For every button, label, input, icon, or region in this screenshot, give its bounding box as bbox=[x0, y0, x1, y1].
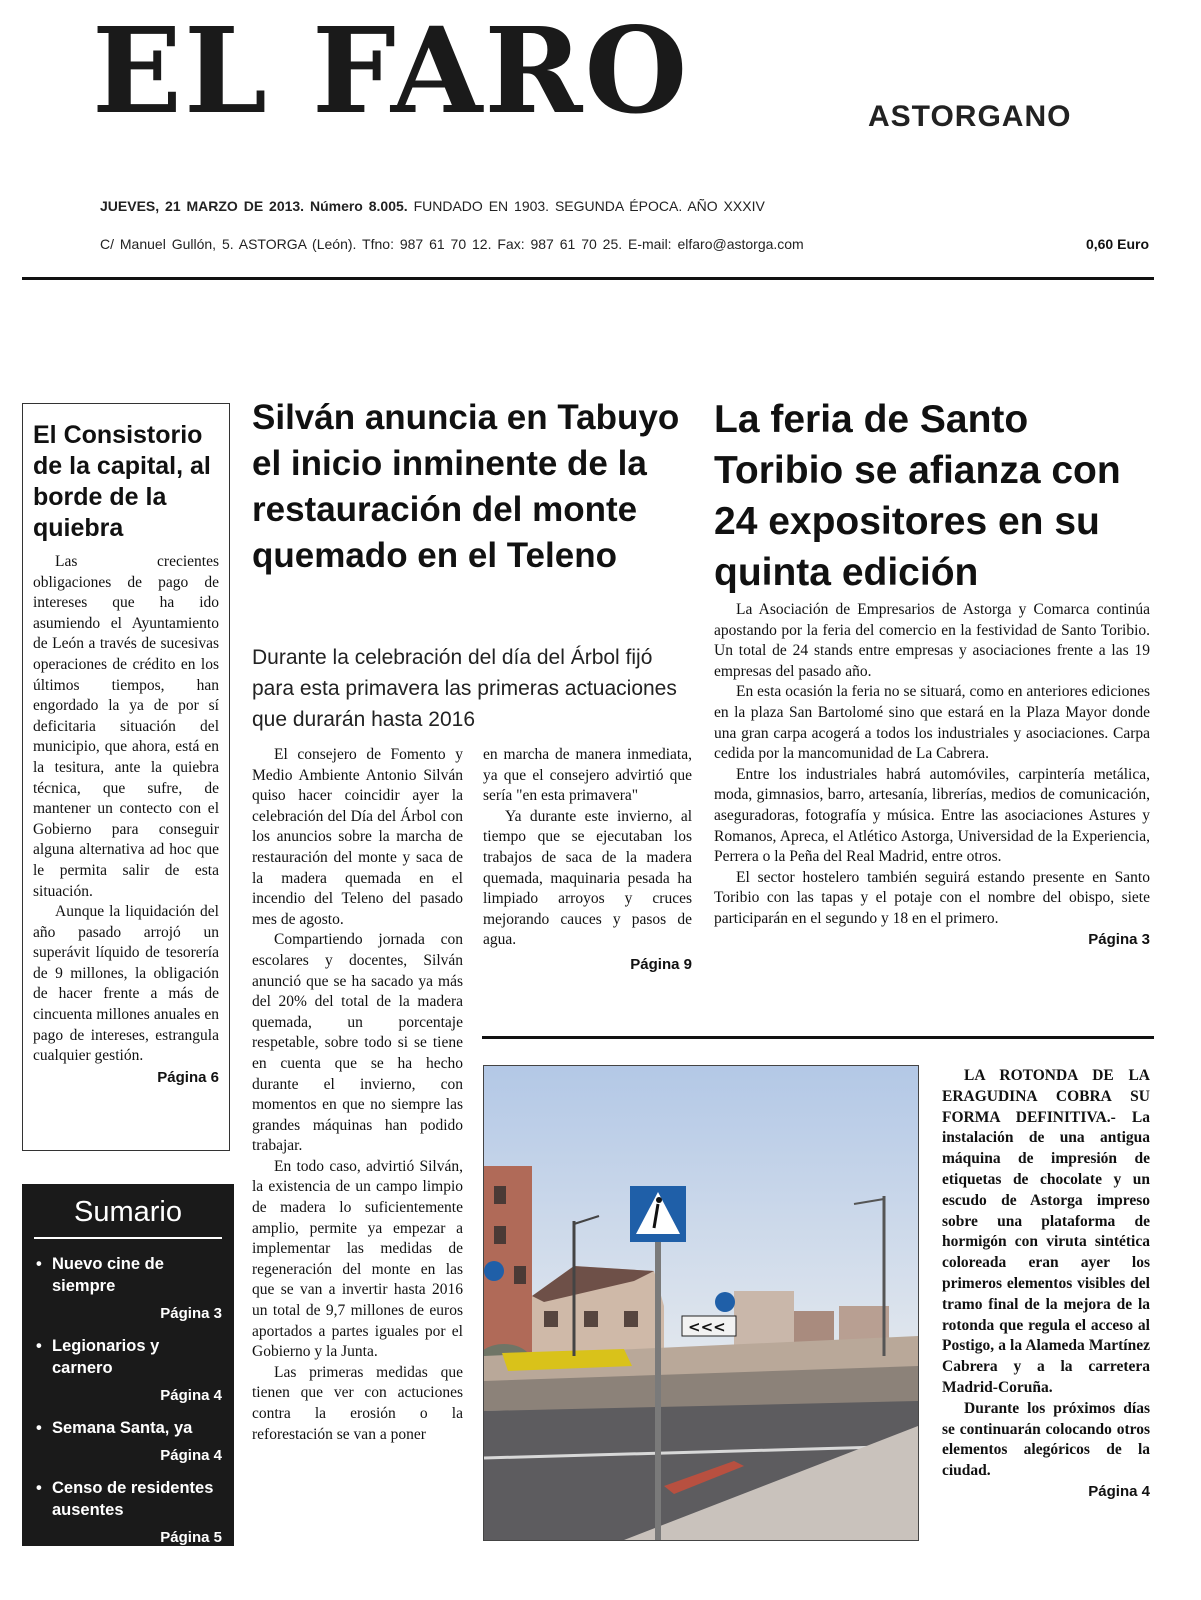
sumario-item-page: Página 4 bbox=[160, 1387, 222, 1404]
feria-paragraph: Entre los industriales habrá automóviles, carpintería metálica, moda, gimnasios, barro, artesanía, librerías, medios de comunicación, aseguradoras, fotografía y música. Entre las asociaciones Astures y Romanos, Apreca, el Atlético Astorga, Universidad de la Experiencia, Perrera o la Peña del Real Madrid, entre otros. bbox=[714, 765, 1150, 866]
consistorio-headline: El Consistorio de la capital, al borde de la quiebra bbox=[33, 421, 211, 542]
consistorio-article bbox=[22, 403, 230, 1151]
main-paragraph: en marcha de manera inmediata, ya que el consejero advirtió que sería "en esta primavera" bbox=[483, 746, 692, 805]
newspaper-title: EL FARO bbox=[92, 1, 690, 140]
svg-text:<<<: <<< bbox=[688, 1318, 726, 1336]
photo-caption-paragraph: Durante los próximos días se continuarán colocando otros elementos alegóricos de la ciudad. bbox=[942, 1399, 1150, 1480]
sumario-list bbox=[34, 1253, 222, 1549]
photo-caption-lead: LA ROTONDA DE LA ERAGUDINA COBRA SU FORMA DEFINITIVA.- bbox=[942, 1067, 1150, 1126]
sumario-item-label: • Legionarios y carnero bbox=[34, 1335, 222, 1379]
feria-paragraph: La Asociación de Empresarios de Astorga y Comarca continúa apostando por la feria del comercio en la festividad de Santo Toribio. Un total de 24 stands entre empresas y asociaciones frente a las 19 empresas del pasado año. bbox=[714, 601, 1150, 680]
section-rule bbox=[482, 1036, 1154, 1039]
main-paragraph: Las primeras medidas que tienen que ver con actuciones contra la erosión o la reforestación se van a poner bbox=[252, 1363, 463, 1443]
sumario-item-page: Página 3 bbox=[160, 1305, 222, 1322]
sumario-item[interactable] bbox=[34, 1335, 222, 1407]
main-article-col2 bbox=[483, 745, 692, 976]
main-page-ref: Página 9 bbox=[630, 955, 692, 973]
feria-paragraph: El sector hostelero también seguirá estando presente en Santo Toribio con las tapas y el potaje con el nombre del obispo, siete participarán en el segundo y 18 en el primero. bbox=[714, 868, 1150, 927]
sumario-title: Sumario bbox=[34, 1196, 222, 1239]
photo-caption-text: La instalación de una antigua máquina de impresión de etiquetas de chocolate y un escudo de Astorga impreso sobre una plataforma de hormigón con viruta sintética coloreada eran ayer los primeros elementos visibles del tramo final de la mejora de la rotonda que regula el acceso al Postigo, a la Alameda Martínez Cabrera y a la carretera Madrid-Coruña. bbox=[942, 1108, 1150, 1396]
main-headline: Silván anuncia en Tabuyo el inicio inminente de la restauración del monte quemado en el Teleno bbox=[252, 398, 680, 575]
masthead-rule bbox=[22, 277, 1154, 280]
main-paragraph: En todo caso, advirtió Silván, la existencia de un campo limpio de madera lo suficientemente amplio, permite ya empezar a implementar las medidas de regeneración del monte en las que se van a invertir hasta 2016 un total de 9,7 millones de euros aportados a partes iguales por el Gobierno y la Junta. bbox=[252, 1157, 463, 1361]
main-paragraph: El consejero de Fomento y Medio Ambiente Antonio Silván quiso hacer coincidir ayer la celebración del Día del Árbol con los anuncios sobre la marcha de restauración del monte y saca de la madera quemada en el incendio del Teleno del pasado mes de agosto. bbox=[252, 746, 463, 928]
contact-address: C/ Manuel Gullón, 5. ASTORGA (León). Tfno: 987 61 70 12. Fax: 987 61 70 25. E-mail: elfaro@astorga.com bbox=[100, 236, 804, 252]
feria-headline: La feria de Santo Toribio se afianza con 24 expositores en su quinta edición bbox=[714, 398, 1121, 594]
newspaper-subtitle: ASTORGANO bbox=[868, 100, 1072, 133]
consistorio-body bbox=[33, 552, 219, 1067]
consistorio-page-ref: Página 6 bbox=[157, 1068, 219, 1086]
sumario-item-page: Página 4 bbox=[160, 1447, 222, 1464]
sumario-box bbox=[22, 1184, 234, 1546]
main-paragraph: Ya durante este invierno, al tiempo que se ejecutaban los trabajos de saca de la madera quemada, maquinaria pesada ha limpiado arroyos y cruces mejorando cauces y pasos de agua. bbox=[483, 807, 692, 949]
photo-caption bbox=[942, 1066, 1150, 1503]
feria-body bbox=[714, 600, 1150, 950]
dateline bbox=[100, 198, 765, 214]
dateline-founded: FUNDADO EN 1903. SEGUNDA ÉPOCA. AÑO XXXIV bbox=[413, 198, 765, 214]
sumario-item-page: Página 5 bbox=[160, 1529, 222, 1546]
roundabout-photo bbox=[483, 1065, 919, 1541]
consistorio-paragraph: Aunque la liquidación del año pasado arrojó un superávit líquido de tesorería de 9 millones, la obligación de hacer frente a más de cincuenta millones anuales en pago de intereses, estrangula cualquier gestión. bbox=[33, 903, 219, 1065]
photo-caption-paragraph bbox=[942, 1066, 1150, 1399]
price: 0,60 Euro bbox=[1085, 236, 1149, 252]
main-article-col1 bbox=[252, 745, 463, 1445]
main-paragraph: Compartiendo jornada con escolares y docentes, Silván anunció que se ha sacado ya más del 20% del total de la madera quemada, un porcentaje respetable, sobre todo si se tiene en cuenta que se ha hecho durante el invierno, con momentos en que no siempre las grandes máquinas han podido trabajar. bbox=[252, 931, 463, 1155]
consistorio-paragraph: Las crecientes obligaciones de pago de intereses que ha ido asumiendo el Ayuntamiento de León a través de sucesivas operaciones de crédito en los últimos tiempos, han engordado la ya de por sí deficitaria situación del municipio, que ahora, está en la tesitura, ante la quiebra técnica, que sufre, de mantener un contecto con el Gobierno para conseguir alguna alternativa ad hoc que le permita salir de esta situación. bbox=[33, 553, 219, 900]
dateline-date: JUEVES, 21 MARZO DE 2013. Número 8.005. bbox=[100, 198, 408, 214]
sumario-item-label: • Semana Santa, ya bbox=[34, 1417, 222, 1439]
roundabout-photo-image bbox=[484, 1066, 918, 1540]
sumario-item-label: • Censo de residentes ausentes bbox=[34, 1477, 222, 1521]
main-subheadline: Durante la celebración del día del Árbol fijó para esta primavera las primeras actuaciones que durarán hasta 2016 bbox=[252, 646, 677, 731]
photo-page-ref: Página 4 bbox=[1088, 1482, 1150, 1500]
sumario-item[interactable] bbox=[34, 1417, 222, 1467]
sumario-item-label: • Nuevo cine de siempre bbox=[34, 1253, 222, 1297]
feria-page-ref: Página 3 bbox=[1088, 930, 1150, 948]
feria-paragraph: En esta ocasión la feria no se situará, como en anteriores ediciones en la plaza San Bartolomé sino que estará en la Plaza Mayor donde una gran carpa acogerá a todos los industriales y asociaciones. Carpa cedida por la mancomunidad de La Cabrera. bbox=[714, 683, 1150, 763]
sumario-item[interactable] bbox=[34, 1253, 222, 1325]
sumario-item[interactable] bbox=[34, 1477, 222, 1549]
